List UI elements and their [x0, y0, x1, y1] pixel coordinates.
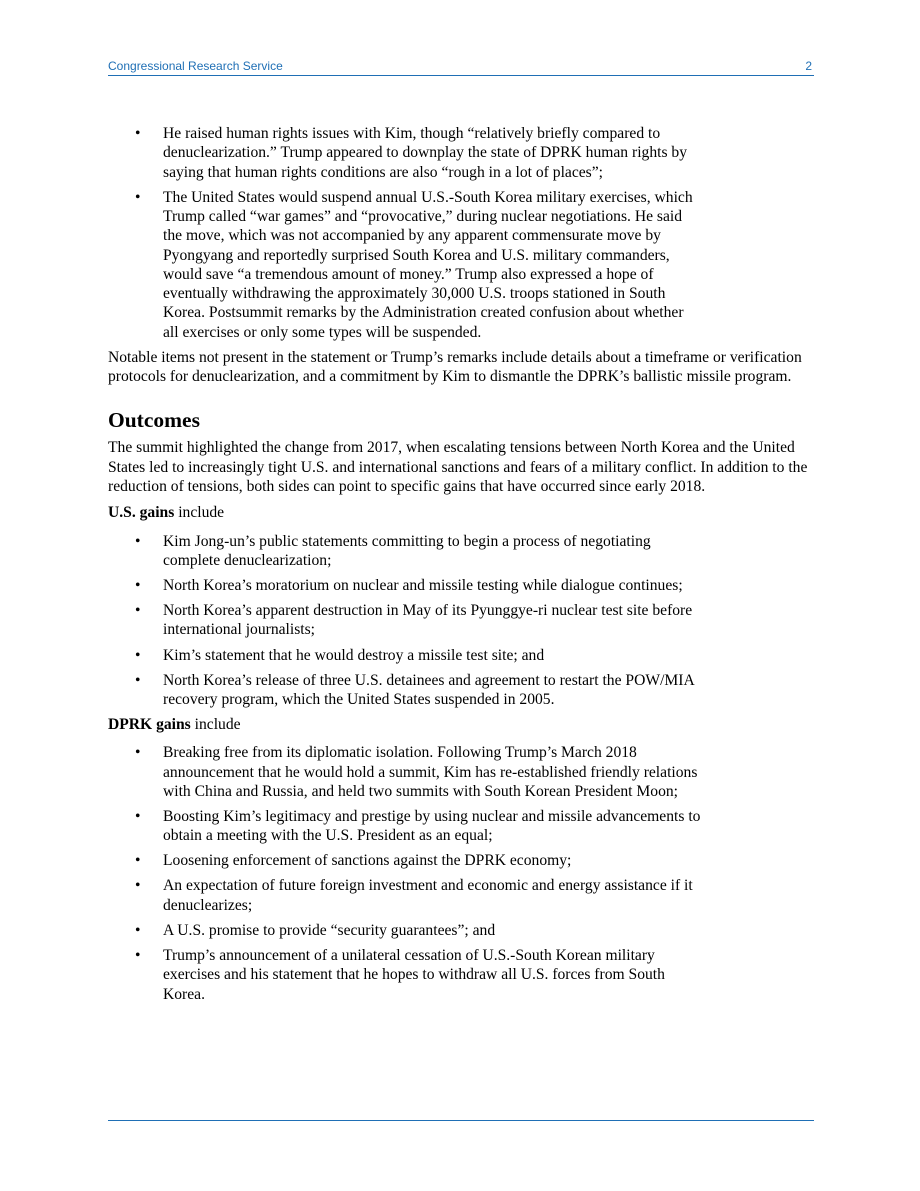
- list-item: • North Korea’s release of three U.S. detainees and agreement to restart the POW/MIA recovery program, which the United States suspended in 2005.: [108, 671, 703, 710]
- dprk-gains-label: DPRK gains: [108, 716, 191, 733]
- notable-items-paragraph: Notable items not present in the statement or Trump’s remarks include details about a timeframe or verification protocols for denuclearization, and a commitment by Kim to dismantle the DPRK’s ballistic missile program.: [108, 348, 802, 386]
- us-gains-lead: [108, 503, 814, 522]
- list-item: • An expectation of future foreign investment and economic and energy assistance if it denuclearizes;: [108, 876, 703, 915]
- list-item: • Breaking free from its diplomatic isolation. Following Trump’s March 2018 announcement that he would hold a summit, Kim has re-established friendly relations with China and Russia, and held two summits with South Korean President Moon;: [108, 743, 703, 801]
- outcomes-summary-paragraph: The summit highlighted the change from 2017, when escalating tensions between North Korea and the United States led to increasingly tight U.S. and international sanctions and fears of a military conflict. In addition to the reduction of tensions, both sides can point to specific gains that have occurred since early 2018.: [108, 439, 808, 496]
- list-item: • A U.S. promise to provide “security guarantees”; and: [108, 921, 703, 940]
- section-heading-outcomes: Outcomes: [108, 408, 200, 433]
- header-org-name: Congressional Research Service: [108, 59, 283, 73]
- dprk-gains-lead: [108, 715, 814, 734]
- dprk-gains-list: [108, 743, 814, 1004]
- list-item: • He raised human rights issues with Kim, though “relatively briefly compared to denuclearization.” Trump appeared to downplay the state of DPRK human rights by saying that human rights conditions are also “rough in a lot of places”;: [108, 124, 703, 182]
- document-body: [108, 124, 814, 1010]
- list-item: • Loosening enforcement of sanctions against the DPRK economy;: [108, 851, 703, 870]
- list-item: • The United States would suspend annual U.S.-South Korea military exercises, which Trump called “war games” and “provocative,” during nuclear negotiations. He said the move, which was not accompanied by any apparent commensurate move by Pyongyang and reportedly surprised South Korea and U.S. military commanders, would save “a tremendous amount of money.” Trump also expressed a hope of eventually withdrawing the approximately 30,000 U.S. troops stationed in South Korea. Postsummit remarks by the Administration created confusion about whether all exercises or only some types will be suspended.: [108, 188, 703, 342]
- intro-bullet-list: [108, 124, 814, 342]
- footer-divider: [108, 1120, 814, 1121]
- list-item: • North Korea’s moratorium on nuclear and missile testing while dialogue continues;: [108, 576, 703, 595]
- dprk-gains-suffix: include: [190, 716, 241, 733]
- page-number: 2: [805, 59, 812, 73]
- page-header: [108, 58, 814, 76]
- list-item: • Trump’s announcement of a unilateral cessation of U.S.-South Korean military exercises and his statement that he hopes to withdraw all U.S. forces from South Korea.: [108, 946, 703, 1004]
- list-item: • Boosting Kim’s legitimacy and prestige by using nuclear and missile advancements to obtain a meeting with the U.S. President as an equal;: [108, 807, 703, 846]
- list-item: • Kim Jong-un’s public statements committing to begin a process of negotiating complete denuclearization;: [108, 532, 703, 571]
- list-item: • North Korea’s apparent destruction in May of its Pyunggye-ri nuclear test site before international journalists;: [108, 601, 703, 640]
- us-gains-list: [108, 532, 814, 710]
- us-gains-suffix: include: [174, 504, 225, 522]
- list-item: • Kim’s statement that he would destroy a missile test site; and: [108, 646, 703, 665]
- us-gains-label: U.S. gains: [108, 504, 175, 522]
